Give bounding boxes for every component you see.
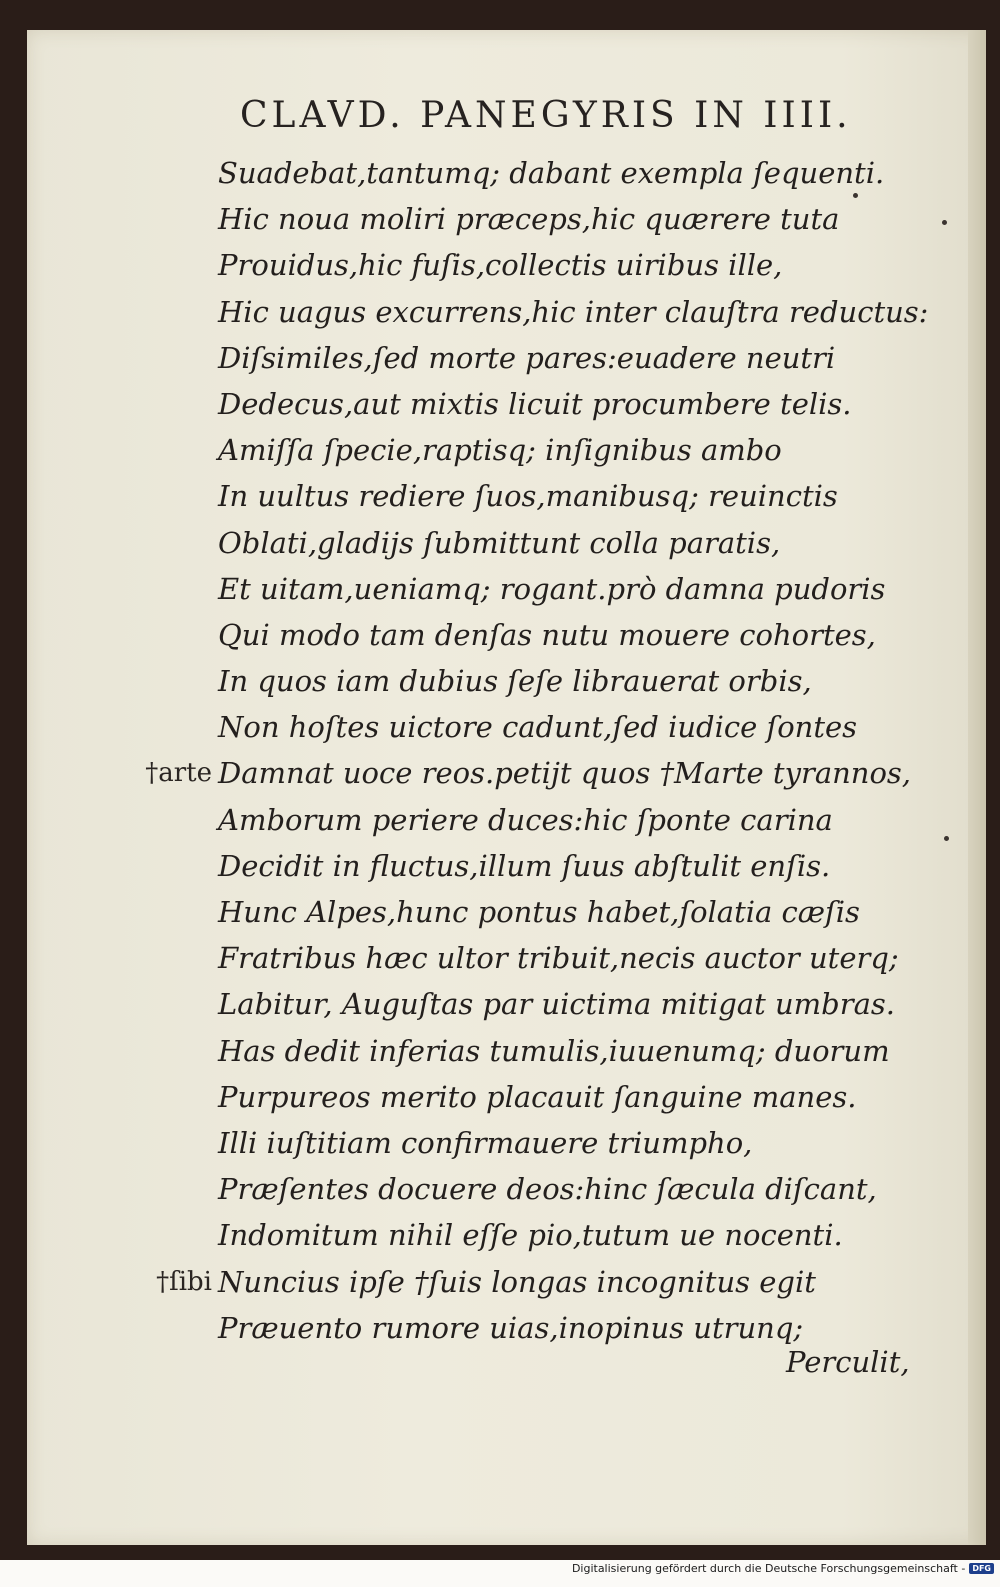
verse-line xyxy=(218,150,885,196)
verse-block xyxy=(145,150,929,1351)
ink-speck xyxy=(942,220,947,225)
verse-text: Illi iuſtitiam confirmauere triumpho, xyxy=(218,1125,753,1160)
verse-line xyxy=(218,1120,868,1166)
verse-text: Damnat uoce reos.petijt quos †Marte tyrannos, xyxy=(218,756,912,791)
verse-text: Amiſſa ſpecie,raptisq; inſignibus ambo xyxy=(218,433,782,468)
verse-line xyxy=(156,1259,868,1305)
verse-line xyxy=(218,289,929,335)
verse-text: Labitur, Auguſtas par uictima mitigat umbras. xyxy=(218,987,895,1022)
verse-text: Qui modo tam denſas nutu mouere cohortes, xyxy=(218,617,876,652)
verse-line xyxy=(218,1166,877,1212)
verse-line xyxy=(218,704,868,750)
verse-line xyxy=(218,612,876,658)
verse-text: Purpureos merito placauit ſanguine manes. xyxy=(218,1079,857,1114)
verse-text: Amborum periere duces:hic ſponte carina xyxy=(218,802,833,837)
verse-line xyxy=(218,196,868,242)
verse-text: Nuncius ipſe †ſuis longas incognitus egit xyxy=(218,1264,816,1299)
verse-line xyxy=(218,981,895,1027)
credit-text: Digitalisierung gefördert durch die Deutsche Forschungsgemeinschaft - xyxy=(571,1562,966,1575)
verse-text: Decidit in fluctus,illum ſuus abſtulit enſis. xyxy=(218,848,831,883)
verse-line xyxy=(218,843,868,889)
running-header: CLAVD. PANEGYRIS IN IIII. xyxy=(240,95,852,136)
verse-line xyxy=(218,427,868,473)
verse-line xyxy=(145,750,912,796)
verse-line xyxy=(218,889,868,935)
verse-line xyxy=(218,797,868,843)
verse-line xyxy=(218,335,868,381)
verse-line xyxy=(218,1305,868,1351)
verse-text: Dedecus,aut mixtis licuit procumbere telis. xyxy=(218,386,852,421)
verse-text: Prouidus,hic fuſis,collectis uiribus ille, xyxy=(218,248,783,283)
verse-text: Fratribus hæc ultor tribuit,necis auctor uterq; xyxy=(218,941,899,976)
verse-text: Oblati,gladijs ſubmittunt colla paratis, xyxy=(218,525,781,560)
digitization-credit xyxy=(572,1562,994,1575)
verse-line xyxy=(218,242,868,288)
verse-text: Præuento rumore uias,inopinus utrunq; xyxy=(218,1310,804,1345)
verse-text: Has dedit inferias tumulis,iuuenumq; duorum xyxy=(218,1033,890,1068)
verse-line xyxy=(218,381,868,427)
verse-text: In quos iam dubius ſeſe librauerat orbis, xyxy=(218,664,812,699)
verse-text: Hic uagus excurrens,hic inter clauſtra reductus: xyxy=(218,294,929,329)
ink-speck xyxy=(944,836,949,841)
verse-text: Hic noua moliri præceps,hic quærere tuta xyxy=(218,202,840,237)
verse-text: Diſsimiles,ſed morte pares:euadere neutri xyxy=(218,340,836,375)
ink-speck xyxy=(853,193,858,198)
dfg-logo: DFG xyxy=(969,1563,994,1574)
verse-text: In uultus rediere ſuos,manibusq; reuinctis xyxy=(218,479,838,514)
verse-text: Indomitum nihil eſſe pio,tutum ue nocenti. xyxy=(218,1218,843,1253)
verse-text: Præſentes docuere deos:hinc ſæcula diſcant, xyxy=(218,1172,877,1207)
verse-line xyxy=(218,1212,868,1258)
verse-line xyxy=(218,1028,890,1074)
page-edge xyxy=(968,30,986,1545)
verse-text: Et uitam,ueniamq; rogant.prò damna pudoris xyxy=(218,571,886,606)
verse-line xyxy=(218,473,868,519)
verse-line xyxy=(218,935,899,981)
verse-line xyxy=(218,658,868,704)
verse-text: Suadebat,tantumq; dabant exempla ſequenti. xyxy=(218,156,885,190)
verse-text: Non hoſtes uictore cadunt,ſed iudice ſontes xyxy=(218,710,858,745)
verse-text: Hunc Alpes,hunc pontus habet,ſolatia cæſis xyxy=(218,895,860,929)
catchword: Perculit, xyxy=(786,1345,910,1379)
verse-line xyxy=(218,566,886,612)
verse-line xyxy=(218,1074,868,1120)
marginal-note: †ſibi xyxy=(156,1266,212,1297)
marginal-note: †arte xyxy=(145,758,212,789)
verse-line xyxy=(218,520,868,566)
